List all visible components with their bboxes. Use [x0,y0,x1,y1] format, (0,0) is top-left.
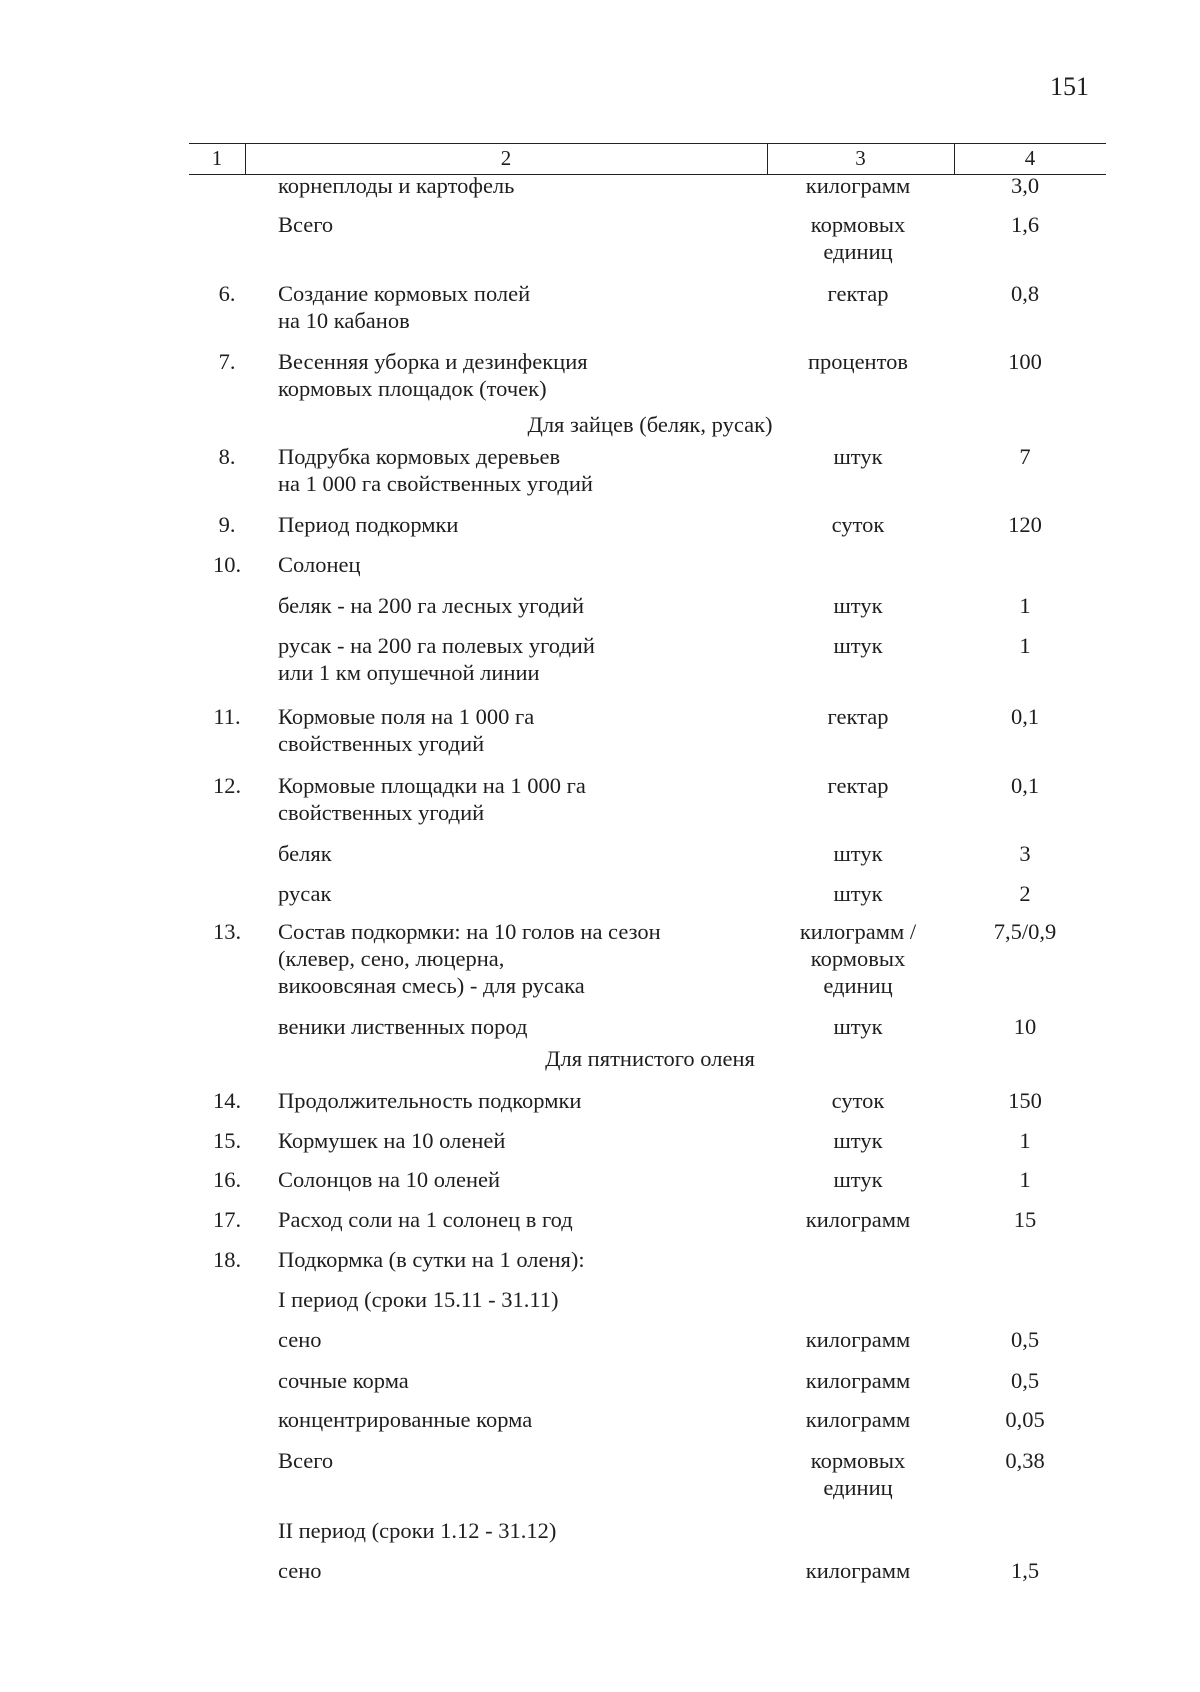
row-name [278,211,768,238]
row-unit-line: гектар [827,281,889,306]
row-name-line: Создание кормовых полей [278,281,531,306]
row-value: 15 [1013,1207,1037,1232]
row-number: 15. [212,1128,242,1153]
row-number: 13. [212,919,242,944]
row-unit-line: штук [833,593,883,618]
row-number: 14. [212,1088,242,1113]
row-value: 150 [1008,1088,1042,1113]
row-number: 17. [212,1207,242,1232]
row-unit [773,918,943,999]
row-name [278,880,768,907]
row-name-line: свойственных угодий [278,800,485,825]
row-value: 1,5 [1010,1558,1040,1583]
row-unit [773,1406,943,1433]
row-value: 0,8 [1010,281,1040,306]
row-name-line: I период (сроки 15.11 - 31.11) [278,1287,559,1312]
row-unit-line: штук [833,633,883,658]
row-unit-line: гектар [827,704,889,729]
row-unit-line: штук [833,444,883,469]
row-value: 1 [1019,593,1031,618]
row-unit-line: суток [831,512,885,537]
row-unit-line: штук [833,881,883,906]
row-number: 9. [218,512,236,537]
row-unit-line: штук [833,841,883,866]
row-unit [773,1166,943,1193]
row-unit [773,348,943,375]
row-name-line: русак [278,881,332,906]
row-value: 0,5 [1010,1368,1040,1393]
row-name [278,632,768,686]
row-number: 8. [218,444,236,469]
row-name-line: или 1 км опушечной линии [278,660,540,685]
row-unit-line: кормовых [810,946,906,971]
row-name-line: Кормушек на 10 оленей [278,1128,506,1153]
header-col-4: 4 [1024,146,1036,170]
row-unit [773,1557,943,1584]
row-unit-line: штук [833,1014,883,1039]
row-number: 18. [212,1247,242,1272]
row-value: 0,05 [1005,1407,1045,1432]
row-unit [773,632,943,659]
row-name-line: кормовых площадок (точек) [278,376,547,401]
row-name-line: концентрированные корма [278,1407,533,1432]
row-unit [773,1367,943,1394]
row-value: 3,0 [1010,173,1040,198]
row-value: 0,1 [1010,704,1040,729]
row-value: 120 [1008,512,1042,537]
row-name-line: II период (сроки 1.12 - 31.12) [278,1518,557,1543]
row-value: 7,5/0,9 [993,919,1057,944]
row-name [278,918,768,999]
row-unit-line: штук [833,1128,883,1153]
row-unit [773,1013,943,1040]
row-name-line: русак - на 200 га полевых угодий [278,633,595,658]
row-name [278,1447,768,1474]
row-name [278,1246,768,1273]
row-name [278,1367,768,1394]
row-unit [773,1087,943,1114]
row-number: 11. [213,704,241,729]
row-name-line: Солонцов на 10 оленей [278,1167,501,1192]
row-unit [773,443,943,470]
row-unit [773,703,943,730]
row-name [278,348,768,402]
row-name-line: Всего [278,212,334,237]
row-unit-line: суток [831,1088,885,1113]
table-header [189,143,1106,175]
row-name-line: беляк [278,841,332,866]
row-value: 7 [1019,444,1031,469]
row-unit-line: килограмм [805,1327,911,1352]
header-col-3: 3 [855,146,866,170]
row-name [278,511,768,538]
row-name [278,1326,768,1353]
row-number: 6. [218,281,236,306]
row-value: 2 [1019,881,1031,906]
row-name-line: сочные корма [278,1368,409,1393]
row-unit [773,1447,943,1501]
row-unit-line: кормовых [810,212,906,237]
row-name-line: на 1 000 га свойственных угодий [278,471,593,496]
row-name [278,1406,768,1433]
page-number: 151 [1050,72,1089,101]
row-name [278,1286,768,1313]
header-col-2: 2 [500,146,512,170]
row-value: 0,1 [1010,773,1040,798]
row-unit-line: штук [833,1167,883,1192]
row-name [278,1166,768,1193]
row-unit-line: единиц [823,1475,893,1500]
row-name-line: Период подкормки [278,512,459,537]
row-name-line: Весенняя уборка и дезинфекция [278,349,588,374]
row-unit [773,172,943,199]
row-name [278,551,768,578]
row-name [278,772,768,826]
row-value: 1 [1019,1167,1031,1192]
row-unit [773,592,943,619]
row-name-line: Расход соли на 1 солонец в год [278,1207,573,1232]
row-name-line: веники лиственных пород [278,1014,528,1039]
row-name [278,1517,768,1544]
row-name-line: на 10 кабанов [278,308,410,333]
row-name-line: беляк - на 200 га лесных угодий [278,593,585,618]
row-value: 10 [1013,1014,1037,1039]
row-number: 12. [212,773,242,798]
row-unit [773,280,943,307]
row-unit [773,1206,943,1233]
row-value: 1 [1019,1128,1031,1153]
row-unit-line: килограмм [805,1407,911,1432]
row-name [278,840,768,867]
row-unit-line: единиц [823,973,893,998]
row-name [278,280,768,334]
row-name-line: Продолжительность подкормки [278,1088,582,1113]
row-name-line: Солонец [278,552,361,577]
row-name-line: Кормовые площадки на 1 000 га [278,773,586,798]
row-value: 100 [1008,349,1042,374]
row-name [278,1127,768,1154]
row-name [278,1013,768,1040]
row-name-line: сено [278,1327,322,1352]
row-unit [773,772,943,799]
row-number: 16. [212,1167,242,1192]
row-unit-line: килограмм [805,1368,911,1393]
row-name [278,1206,768,1233]
row-value: 1 [1019,633,1031,658]
row-name-line: Всего [278,1448,334,1473]
row-value: 1,6 [1010,212,1040,237]
row-name-line: корнеплоды и картофель [278,173,515,198]
row-name-line: Кормовые поля на 1 000 га [278,704,535,729]
row-name-line: (клевер, сено, люцерна, [278,946,505,971]
row-name [278,1557,768,1584]
row-unit [773,840,943,867]
row-name-line: Подкормка (в сутки на 1 оленя): [278,1247,585,1272]
row-unit-line: процентов [807,349,909,374]
row-unit-line: кормовых [810,1448,906,1473]
row-name-line: сено [278,1558,322,1583]
row-unit-line: единиц [823,239,893,264]
row-unit [773,1326,943,1353]
section-heading: Для пятнистого оленя [545,1046,755,1071]
row-value: 0,38 [1005,1448,1045,1473]
row-unit [773,511,943,538]
row-number: 7. [218,349,236,374]
row-name-line: свойственных угодий [278,731,485,756]
row-name-line: Состав подкормки: на 10 голов на сезон [278,919,661,944]
row-name [278,592,768,619]
row-value: 0,5 [1010,1327,1040,1352]
row-value: 3 [1019,841,1031,866]
row-name [278,172,768,199]
section-heading: Для зайцев (беляк, русак) [527,412,773,437]
row-unit-line: килограмм / [799,919,917,944]
row-name-line: викоовсяная смесь) - для русака [278,973,585,998]
row-unit-line: гектар [827,773,889,798]
row-name [278,1087,768,1114]
row-unit-line: килограмм [805,1558,911,1583]
row-name [278,443,768,497]
row-unit-line: килограмм [805,1207,911,1232]
row-unit [773,880,943,907]
row-unit [773,211,943,265]
row-unit-line: килограмм [805,173,911,198]
row-name-line: Подрубка кормовых деревьев [278,444,561,469]
row-unit [773,1127,943,1154]
header-col-1: 1 [211,146,223,170]
row-number: 10. [212,552,242,577]
row-name [278,703,768,757]
